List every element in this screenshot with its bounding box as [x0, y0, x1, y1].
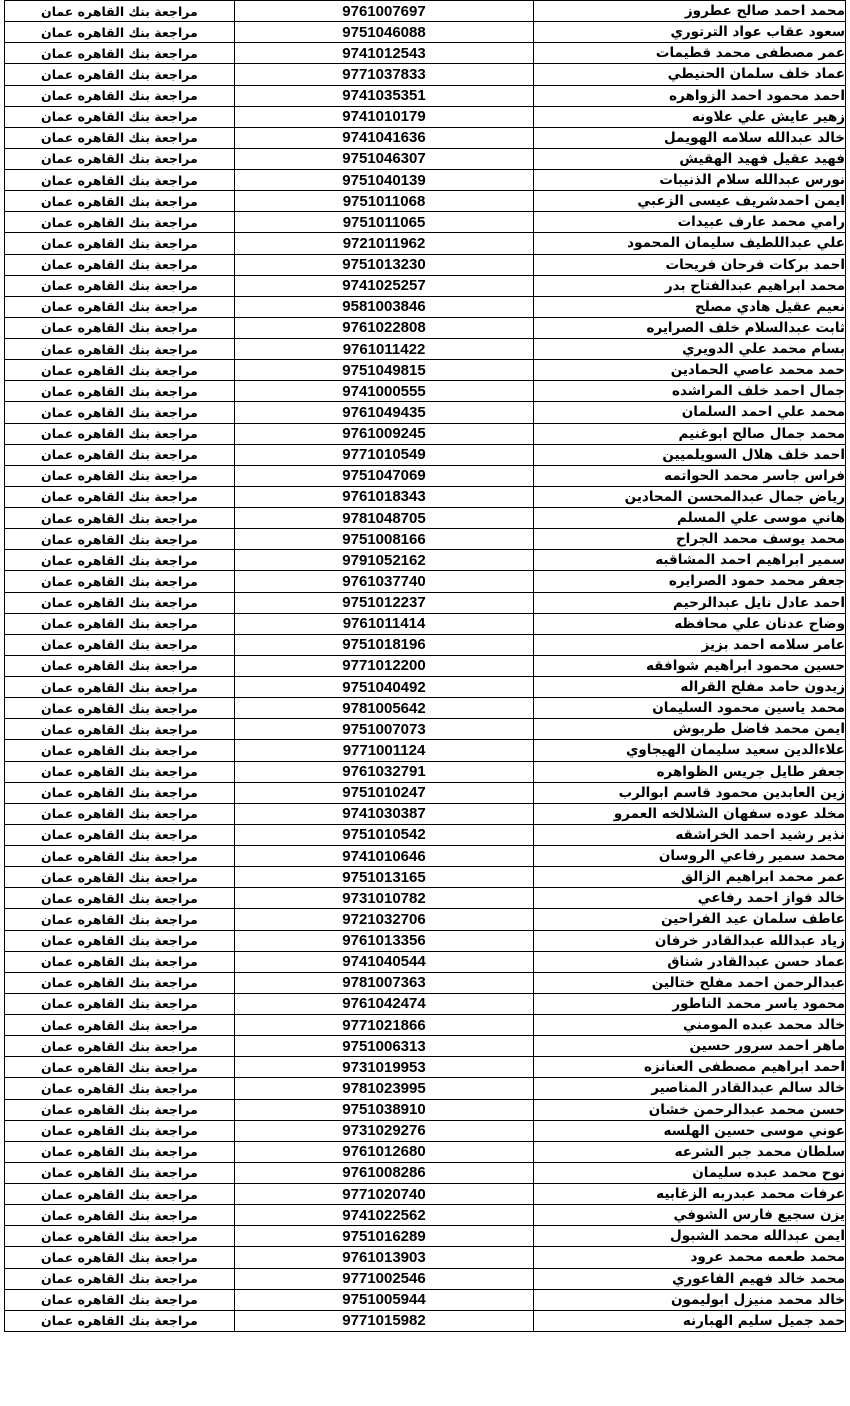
table-row: [5, 930, 846, 951]
note-cell: مراجعة بنك القاهره عمان: [5, 360, 235, 381]
number-cell: 9751040492: [234, 677, 533, 698]
note-cell: مراجعة بنك القاهره عمان: [5, 1289, 235, 1310]
table-row: [5, 1162, 846, 1183]
number-cell: 9741010179: [234, 106, 533, 127]
number-cell: 9741012543: [234, 43, 533, 64]
name-cell: خالد محمد منيزل ابوليمون: [534, 1289, 846, 1310]
note-cell: مراجعة بنك القاهره عمان: [5, 677, 235, 698]
table-row: [5, 1289, 846, 1310]
table-row: [5, 782, 846, 803]
number-cell: 9781023995: [234, 1078, 533, 1099]
name-cell: ماهر احمد سرور حسين: [534, 1036, 846, 1057]
number-cell: 9761009245: [234, 423, 533, 444]
note-cell: مراجعة بنك القاهره عمان: [5, 1, 235, 22]
name-cell: محمد خالد فهيم الفاعوري: [534, 1268, 846, 1289]
name-cell: عماد خلف سلمان الحنيطي: [534, 64, 846, 85]
table-row: [5, 444, 846, 465]
table-row: [5, 655, 846, 676]
table-row: [5, 909, 846, 930]
name-cell: ايمن احمدشريف عيسى الزعبي: [534, 191, 846, 212]
name-cell: فراس جاسر محمد الحواتمه: [534, 465, 846, 486]
number-cell: 9741025257: [234, 275, 533, 296]
number-cell: 9751040139: [234, 170, 533, 191]
note-cell: مراجعة بنك القاهره عمان: [5, 613, 235, 634]
note-cell: مراجعة بنك القاهره عمان: [5, 867, 235, 888]
name-cell: جعفر طايل جريس الظواهره: [534, 761, 846, 782]
number-cell: 9761011422: [234, 339, 533, 360]
note-cell: مراجعة بنك القاهره عمان: [5, 1036, 235, 1057]
number-cell: 9761013903: [234, 1247, 533, 1268]
number-cell: 9781005642: [234, 698, 533, 719]
name-cell: زياد عبدالله عبدالقادر خرفان: [534, 930, 846, 951]
name-cell: زين العابدين محمود قاسم ابوالرب: [534, 782, 846, 803]
name-cell: ايمن عبدالله محمد الشبول: [534, 1226, 846, 1247]
note-cell: مراجعة بنك القاهره عمان: [5, 888, 235, 909]
note-cell: مراجعة بنك القاهره عمان: [5, 465, 235, 486]
table-row: [5, 571, 846, 592]
name-cell: رامي محمد عارف عبيدات: [534, 212, 846, 233]
note-cell: مراجعة بنك القاهره عمان: [5, 233, 235, 254]
note-cell: مراجعة بنك القاهره عمان: [5, 930, 235, 951]
name-cell: حمد محمد عاصي الحمادين: [534, 360, 846, 381]
table-row: [5, 22, 846, 43]
note-cell: مراجعة بنك القاهره عمان: [5, 64, 235, 85]
table-row: [5, 592, 846, 613]
note-cell: مراجعة بنك القاهره عمان: [5, 1078, 235, 1099]
name-cell: محمود ياسر محمد الناطور: [534, 993, 846, 1014]
note-cell: مراجعة بنك القاهره عمان: [5, 170, 235, 191]
name-cell: سعود عقاب عواد الترتوري: [534, 22, 846, 43]
note-cell: مراجعة بنك القاهره عمان: [5, 972, 235, 993]
number-cell: 9771037833: [234, 64, 533, 85]
note-cell: مراجعة بنك القاهره عمان: [5, 402, 235, 423]
table-row: [5, 1184, 846, 1205]
name-cell: وضاح عدنان علي محافظه: [534, 613, 846, 634]
table-row: [5, 824, 846, 845]
table-row: [5, 972, 846, 993]
table-row: [5, 127, 846, 148]
table-row: [5, 1078, 846, 1099]
name-cell: عرفات محمد عبدربه الزغابيه: [534, 1184, 846, 1205]
note-cell: مراجعة بنك القاهره عمان: [5, 275, 235, 296]
number-cell: 9751013165: [234, 867, 533, 888]
name-cell: حسن محمد عبدالرحمن خشان: [534, 1099, 846, 1120]
note-cell: مراجعة بنك القاهره عمان: [5, 43, 235, 64]
table-row: [5, 339, 846, 360]
note-cell: مراجعة بنك القاهره عمان: [5, 148, 235, 169]
number-cell: 9741035351: [234, 85, 533, 106]
table-row: [5, 1036, 846, 1057]
note-cell: مراجعة بنك القاهره عمان: [5, 381, 235, 402]
table-row: [5, 634, 846, 655]
table-row: [5, 275, 846, 296]
name-cell: محمد احمد صالح عطروز: [534, 1, 846, 22]
number-cell: 9761007697: [234, 1, 533, 22]
name-cell: يزن سجيع فارس الشوفي: [534, 1205, 846, 1226]
number-cell: 9751011068: [234, 191, 533, 212]
name-cell: احمد بركات فرحان فريحات: [534, 254, 846, 275]
table-row: [5, 740, 846, 761]
number-cell: 9581003846: [234, 296, 533, 317]
table-row: [5, 1057, 846, 1078]
note-cell: مراجعة بنك القاهره عمان: [5, 127, 235, 148]
name-cell: فهيد عقيل فهيد الهقيش: [534, 148, 846, 169]
number-cell: 9751008166: [234, 529, 533, 550]
name-cell: محمد سمير رفاعي الروسان: [534, 846, 846, 867]
name-cell: حمد جميل سليم الهبارنه: [534, 1310, 846, 1331]
table-row: [5, 381, 846, 402]
note-cell: مراجعة بنك القاهره عمان: [5, 634, 235, 655]
note-cell: مراجعة بنك القاهره عمان: [5, 761, 235, 782]
note-cell: مراجعة بنك القاهره عمان: [5, 719, 235, 740]
name-cell: جمال احمد خلف المراشده: [534, 381, 846, 402]
name-cell: سلطان محمد جبر الشرعه: [534, 1141, 846, 1162]
number-cell: 9731029276: [234, 1120, 533, 1141]
name-cell: بسام محمد علي الدويري: [534, 339, 846, 360]
number-cell: 9741030387: [234, 803, 533, 824]
note-cell: مراجعة بنك القاهره عمان: [5, 1310, 235, 1331]
number-cell: 9721032706: [234, 909, 533, 930]
name-cell: زيدون حامد مفلح القراله: [534, 677, 846, 698]
name-cell: احمد محمود احمد الزواهره: [534, 85, 846, 106]
table-row: [5, 1141, 846, 1162]
note-cell: مراجعة بنك القاهره عمان: [5, 698, 235, 719]
table-row: [5, 148, 846, 169]
number-cell: 9751047069: [234, 465, 533, 486]
table-row: [5, 1310, 846, 1331]
table-row: [5, 677, 846, 698]
note-cell: مراجعة بنك القاهره عمان: [5, 191, 235, 212]
number-cell: 9771012200: [234, 655, 533, 676]
table-row: [5, 43, 846, 64]
table-row: [5, 254, 846, 275]
note-cell: مراجعة بنك القاهره عمان: [5, 824, 235, 845]
note-cell: مراجعة بنك القاهره عمان: [5, 1184, 235, 1205]
table-row: [5, 191, 846, 212]
note-cell: مراجعة بنك القاهره عمان: [5, 1099, 235, 1120]
table-row: [5, 719, 846, 740]
name-cell: خالد عبدالله سلامه الهويمل: [534, 127, 846, 148]
table-row: [5, 888, 846, 909]
note-cell: مراجعة بنك القاهره عمان: [5, 22, 235, 43]
name-cell: احمد خلف هلال السويلميين: [534, 444, 846, 465]
name-cell: نعيم عقيل هادي مصلح: [534, 296, 846, 317]
number-cell: 9761032791: [234, 761, 533, 782]
number-cell: 9741000555: [234, 381, 533, 402]
number-cell: 9781007363: [234, 972, 533, 993]
number-cell: 9741010646: [234, 846, 533, 867]
name-cell: محمد ابراهيم عبدالفتاح بدر: [534, 275, 846, 296]
number-cell: 9761012680: [234, 1141, 533, 1162]
name-cell: ثابت عبدالسلام خلف الصرايره: [534, 317, 846, 338]
number-cell: 9791052162: [234, 550, 533, 571]
name-cell: احمد ابراهيم مصطفى العنانزه: [534, 1057, 846, 1078]
table-row: [5, 1247, 846, 1268]
number-cell: 9751010542: [234, 824, 533, 845]
name-cell: خالد سالم عبدالقادر المناصير: [534, 1078, 846, 1099]
table-row: [5, 296, 846, 317]
note-cell: مراجعة بنك القاهره عمان: [5, 846, 235, 867]
name-cell: خالد محمد عبده المومني: [534, 1015, 846, 1036]
table-row: [5, 803, 846, 824]
note-cell: مراجعة بنك القاهره عمان: [5, 951, 235, 972]
number-cell: 9751049815: [234, 360, 533, 381]
name-cell: نوح محمد عبده سليمان: [534, 1162, 846, 1183]
number-cell: 9721011962: [234, 233, 533, 254]
table-row: [5, 867, 846, 888]
number-cell: 9761042474: [234, 993, 533, 1014]
name-cell: محمد طعمه محمد عرود: [534, 1247, 846, 1268]
note-cell: مراجعة بنك القاهره عمان: [5, 339, 235, 360]
table-row: [5, 465, 846, 486]
name-cell: زهير عايش علي علاونه: [534, 106, 846, 127]
number-cell: 9751016289: [234, 1226, 533, 1247]
name-cell: عوني موسى حسين الهلسه: [534, 1120, 846, 1141]
number-cell: 9761022808: [234, 317, 533, 338]
number-cell: 9751007073: [234, 719, 533, 740]
note-cell: مراجعة بنك القاهره عمان: [5, 508, 235, 529]
name-cell: عماد حسن عبدالقادر شناق: [534, 951, 846, 972]
note-cell: مراجعة بنك القاهره عمان: [5, 550, 235, 571]
name-cell: محمد ياسين محمود السليمان: [534, 698, 846, 719]
name-cell: محمد يوسف محمد الجراح: [534, 529, 846, 550]
note-cell: مراجعة بنك القاهره عمان: [5, 1120, 235, 1141]
number-cell: 9731010782: [234, 888, 533, 909]
number-cell: 9741022562: [234, 1205, 533, 1226]
number-cell: 9751010247: [234, 782, 533, 803]
table-row: [5, 1120, 846, 1141]
note-cell: مراجعة بنك القاهره عمان: [5, 740, 235, 761]
note-cell: مراجعة بنك القاهره عمان: [5, 254, 235, 275]
name-cell: احمد عادل نايل عبدالرحيم: [534, 592, 846, 613]
table-row: [5, 761, 846, 782]
note-cell: مراجعة بنك القاهره عمان: [5, 1141, 235, 1162]
table-row: [5, 402, 846, 423]
number-cell: 9781048705: [234, 508, 533, 529]
number-cell: 9741041636: [234, 127, 533, 148]
table-row: [5, 1015, 846, 1036]
table-row: [5, 508, 846, 529]
name-cell: خالد فواز احمد رفاعي: [534, 888, 846, 909]
note-cell: مراجعة بنك القاهره عمان: [5, 106, 235, 127]
note-cell: مراجعة بنك القاهره عمان: [5, 296, 235, 317]
note-cell: مراجعة بنك القاهره عمان: [5, 1247, 235, 1268]
name-cell: هاني موسى علي المسلم: [534, 508, 846, 529]
name-cell: محمد علي احمد السلمان: [534, 402, 846, 423]
number-cell: 9751013230: [234, 254, 533, 275]
note-cell: مراجعة بنك القاهره عمان: [5, 1162, 235, 1183]
table-row: [5, 1268, 846, 1289]
name-cell: جعفر محمد حمود الصرايره: [534, 571, 846, 592]
name-cell: حسين محمود ابراهيم شوافقه: [534, 655, 846, 676]
note-cell: مراجعة بنك القاهره عمان: [5, 317, 235, 338]
number-cell: 9761011414: [234, 613, 533, 634]
table-row: [5, 64, 846, 85]
number-cell: 9751046307: [234, 148, 533, 169]
note-cell: مراجعة بنك القاهره عمان: [5, 1268, 235, 1289]
number-cell: 9751038910: [234, 1099, 533, 1120]
note-cell: مراجعة بنك القاهره عمان: [5, 423, 235, 444]
table-row: [5, 317, 846, 338]
table-row: [5, 1205, 846, 1226]
name-cell: عامر سلامه احمد بزيز: [534, 634, 846, 655]
note-cell: مراجعة بنك القاهره عمان: [5, 529, 235, 550]
number-cell: 9761008286: [234, 1162, 533, 1183]
number-cell: 9751011065: [234, 212, 533, 233]
number-cell: 9751018196: [234, 634, 533, 655]
note-cell: مراجعة بنك القاهره عمان: [5, 782, 235, 803]
table-row: [5, 1226, 846, 1247]
table-row: [5, 993, 846, 1014]
number-cell: 9761049435: [234, 402, 533, 423]
table-row: [5, 360, 846, 381]
name-cell: محمد جمال صالح ابوغنيم: [534, 423, 846, 444]
number-cell: 9771020740: [234, 1184, 533, 1205]
roster-table: [4, 0, 846, 1332]
name-cell: رياض جمال عبدالمحسن المحادين: [534, 486, 846, 507]
name-cell: عمر محمد ابراهيم الزالق: [534, 867, 846, 888]
note-cell: مراجعة بنك القاهره عمان: [5, 85, 235, 106]
note-cell: مراجعة بنك القاهره عمان: [5, 444, 235, 465]
note-cell: مراجعة بنك القاهره عمان: [5, 655, 235, 676]
roster-body: [5, 1, 846, 1332]
table-row: [5, 1, 846, 22]
number-cell: 9771001124: [234, 740, 533, 761]
name-cell: عبدالرحمن احمد مفلح ختالين: [534, 972, 846, 993]
name-cell: نذير رشيد احمد الخراشقه: [534, 824, 846, 845]
note-cell: مراجعة بنك القاهره عمان: [5, 1015, 235, 1036]
table-row: [5, 170, 846, 191]
note-cell: مراجعة بنك القاهره عمان: [5, 571, 235, 592]
name-cell: علي عبداللطيف سليمان المحمود: [534, 233, 846, 254]
table-row: [5, 106, 846, 127]
number-cell: 9761013356: [234, 930, 533, 951]
table-row: [5, 951, 846, 972]
number-cell: 9741040544: [234, 951, 533, 972]
name-cell: مخلد عوده سفهان الشلالخه العمرو: [534, 803, 846, 824]
table-row: [5, 423, 846, 444]
note-cell: مراجعة بنك القاهره عمان: [5, 909, 235, 930]
table-row: [5, 529, 846, 550]
table-row: [5, 212, 846, 233]
note-cell: مراجعة بنك القاهره عمان: [5, 803, 235, 824]
number-cell: 9751005944: [234, 1289, 533, 1310]
table-row: [5, 486, 846, 507]
number-cell: 9761018343: [234, 486, 533, 507]
name-cell: نورس عبدالله سلام الذنيبات: [534, 170, 846, 191]
note-cell: مراجعة بنك القاهره عمان: [5, 1205, 235, 1226]
note-cell: مراجعة بنك القاهره عمان: [5, 1226, 235, 1247]
name-cell: ايمن محمد فاضل طربوش: [534, 719, 846, 740]
note-cell: مراجعة بنك القاهره عمان: [5, 486, 235, 507]
number-cell: 9751046088: [234, 22, 533, 43]
number-cell: 9761037740: [234, 571, 533, 592]
number-cell: 9771002546: [234, 1268, 533, 1289]
number-cell: 9751006313: [234, 1036, 533, 1057]
table-row: [5, 846, 846, 867]
number-cell: 9771021866: [234, 1015, 533, 1036]
note-cell: مراجعة بنك القاهره عمان: [5, 1057, 235, 1078]
table-row: [5, 613, 846, 634]
table-row: [5, 85, 846, 106]
number-cell: 9771015982: [234, 1310, 533, 1331]
table-row: [5, 550, 846, 571]
note-cell: مراجعة بنك القاهره عمان: [5, 592, 235, 613]
note-cell: مراجعة بنك القاهره عمان: [5, 212, 235, 233]
name-cell: عاطف سلمان عيد الفراحين: [534, 909, 846, 930]
table-row: [5, 233, 846, 254]
name-cell: علاءالدين سعيد سليمان الهيجاوي: [534, 740, 846, 761]
table-row: [5, 1099, 846, 1120]
name-cell: سمير ابراهيم احمد المشاقبه: [534, 550, 846, 571]
number-cell: 9751012237: [234, 592, 533, 613]
table-row: [5, 698, 846, 719]
name-cell: عمر مصطفى محمد قطيمات: [534, 43, 846, 64]
number-cell: 9731019953: [234, 1057, 533, 1078]
number-cell: 9771010549: [234, 444, 533, 465]
note-cell: مراجعة بنك القاهره عمان: [5, 993, 235, 1014]
